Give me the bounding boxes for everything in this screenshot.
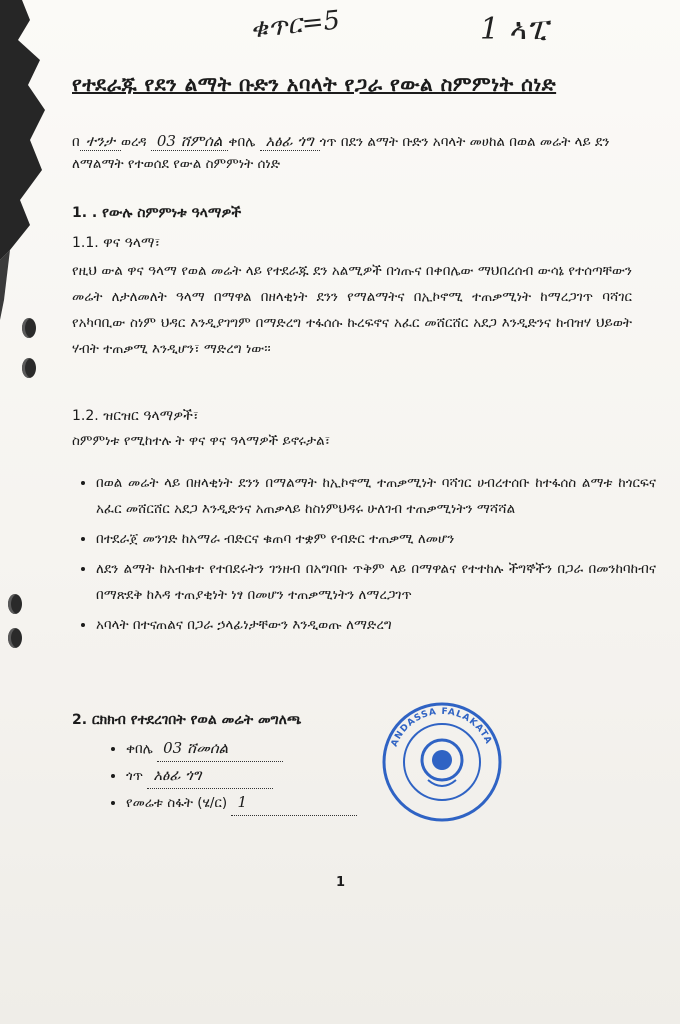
intro-suffix: ጎጥ በደን ልማት ቡድን አባላት መሀከል በወል መሬት ላይ ደን ለማልማት የተወሰደ የውል ስምምነት ሰነድ — [72, 134, 610, 172]
field-value: 1 — [231, 789, 357, 816]
punch-hole — [22, 358, 36, 378]
woreda-label: ወረዳ — [120, 134, 147, 150]
intro-paragraph — [72, 130, 632, 175]
handwritten-number: ቁጥር=5 — [248, 5, 342, 45]
document-title: የተደራጁ የደን ልማት ቡድን አባላት የጋራ የውል ስምምነት ሰነድ — [72, 72, 557, 96]
field-value: አፅፊ ጎግ — [147, 762, 273, 789]
official-stamp — [380, 700, 504, 824]
stamp-text: ANDASSA FALAKATA — [389, 706, 494, 749]
got-value: አፅፊ ጎግ — [260, 132, 320, 151]
field-area — [126, 789, 357, 816]
field-label: የመሬቱ ስፋት (ሄ/ር) — [126, 795, 228, 811]
section-1-1-text: የዚህ ውል ዋና ዓላማ የወል መሬት ላይ የተደራጁ ደን አልሚዎች በጎጡና በቀበሌው ማህበረሰብ ውሳኔ የተሰጣቸውን መሬት ለታለመለት ዓላማ በማዋል በዘላቂነት ደንን የማልማትና በኢኮኖሚ ተጠቃሚነት ከማረጋገጥ ባሻገር የአካባቢው ስነም ህዳር እንዲያገግም በማድረግ ተፋሰሱ ኩረፍኖና አፈር መሸርሸር አደጋ እንዲድንና ከብዝሃ ህይወት ሃብት ተጠቃሚ እንዲሆን፣ ማድረግ ነው፡፡ — [72, 263, 632, 357]
section-1-heading: 1. . የውሉ ስምምነቱ ዓላማዎች — [72, 205, 242, 221]
woreda-value: ተንታ — [80, 132, 121, 151]
list-item: • አባላት በተናጠልና በጋራ ኃላፊነታቸውን እንዲወጡ ለማድረግ — [96, 612, 656, 638]
svg-text:ANDASSA FALAKATA — [390, 707, 494, 748]
field-label: ቀበሌ — [126, 741, 153, 757]
section-1-2-heading: 1.2. ዝርዝር ዓላማዎች፣ — [72, 408, 199, 424]
field-kebele — [126, 735, 357, 762]
objectives-list — [76, 470, 656, 642]
punch-hole — [22, 318, 36, 338]
section-1-2-intro: ስምምነቱ የሚከተሉ ት ዋና ዋና ዓላማዎች ይኖሩታል፣ — [72, 433, 331, 449]
list-item: • ለደን ልማት ከአብቁተ የተበደሩትን ገንዘብ በአግባቡ ጥቅም ላይ በማዋልና የተተከሉ ችግኞችን በጋራ በመንከባከብና በማጽደቅ ከእዳ ተጠያቂነት ነፃ በመሆን ተጠቃሚነትን ለማረጋገጥ — [96, 556, 656, 608]
torn-edge — [0, 0, 60, 1024]
list-item: • በተደራጀ መንገድ ከአማራ ብድርና ቁጠባ ተቋም የብድር ተጠቃሚ ለመሆን — [96, 526, 656, 552]
field-label: ጎጥ — [126, 768, 144, 784]
section-2-heading: 2. ርክክብ የተደረገበት የወል መሬት መግለጫ — [72, 712, 302, 728]
kebele-value: 03 ሸምሰል — [151, 132, 229, 151]
handwritten-note: 1 ኣፒ — [480, 12, 548, 47]
field-got — [126, 762, 357, 789]
kebele-label: ቀበሌ — [228, 134, 256, 150]
land-description-list — [110, 735, 357, 816]
section-1-1-heading: 1.1. ዋና ዓላማ፣ — [72, 235, 161, 251]
field-value: 03 ሸመሰል — [157, 735, 283, 762]
list-item: • በወል መሬት ላይ በዘላቂነት ደንን በማልማት ከኢኮኖሚ ተጠቃሚነት ባሻገር ሀብረተሰቡ ከተፋሰስ ልማቱ ከጎርፍና አፈር መሸርሸር አደጋ እንዲድንና አጠቃላይ ከስነምህዳሩ ሁለገብ ተጠቃሚነትን ማሻሻል — [96, 470, 656, 522]
punch-hole — [8, 628, 22, 648]
intro-prefix: በ — [72, 134, 80, 150]
punch-hole — [8, 594, 22, 614]
page-number: 1 — [336, 875, 346, 890]
